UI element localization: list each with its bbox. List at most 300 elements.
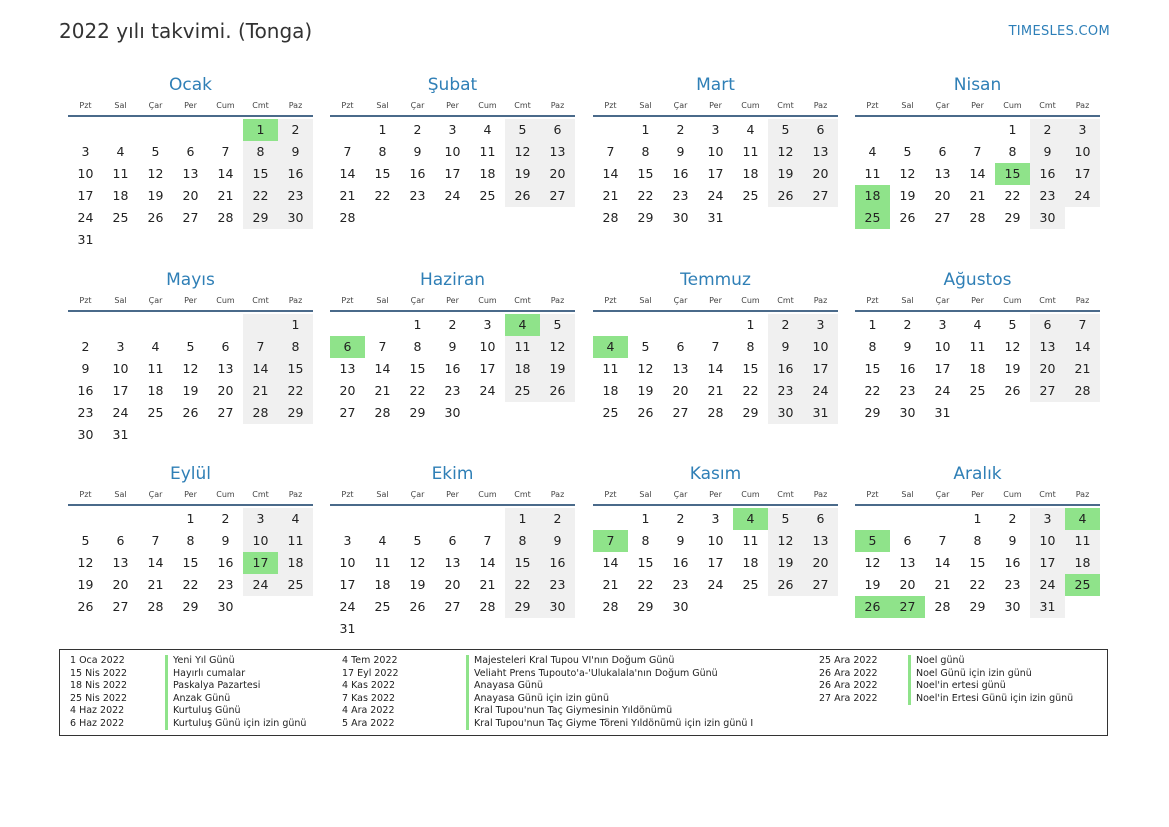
day-cell: 15 [505,552,540,574]
header-divider [593,310,838,312]
day-cell: 4 [278,508,313,530]
day-cell: 25 [742,188,759,203]
day-cell: 23 [409,188,426,203]
legend-date: 26 Ara 2022 [819,680,878,691]
day-cell: 13 [339,361,356,376]
day-cell: 29 [864,405,881,420]
day-cell: 14 [374,361,391,376]
day-cell: 9 [221,533,230,548]
day-cell: 31 [339,621,356,636]
day-cell: 21 [602,188,619,203]
day-cell: 2 [768,314,803,336]
day-cell: 30 [899,405,916,420]
day-cell: 18 [742,555,759,570]
day-cell: 28 [147,599,164,614]
holiday-day-cell: 25 [1065,574,1100,596]
header-divider [68,504,313,506]
day-cell: 16 [278,163,313,185]
day-cell: 22 [182,577,199,592]
month-block [855,74,1100,229]
month-name: Haziran [419,270,486,290]
day-cell: 8 [1008,144,1017,159]
empty-cell [173,314,208,336]
day-cell: 21 [243,380,278,402]
day-cell: 7 [243,336,278,358]
day-cell: 19 [864,577,881,592]
day-cell: 14 [934,555,951,570]
day-cell: 24 [1030,574,1065,596]
empty-cell [103,314,138,336]
legend-item [70,680,306,693]
day-cell: 25 [112,210,129,225]
day-cell: 29 [409,405,426,420]
day-cell: 9 [1030,141,1065,163]
weekday-label: Sal [901,490,914,499]
month-name: Aralık [953,464,1002,484]
empty-cell [365,618,400,640]
weekday-label: Cum [1003,101,1022,110]
weekday-label: Sal [114,101,127,110]
day-cell: 12 [768,530,803,552]
day-cell: 8 [278,336,313,358]
weekday-label: Çar [410,296,425,305]
days-grid [68,508,313,618]
day-cell: 17 [339,577,356,592]
weekday-label: Paz [288,101,303,110]
legend-item [342,668,753,681]
empty-cell [330,508,365,530]
legend-item [819,668,1073,681]
day-cell: 5 [903,144,912,159]
weekday-label: Pzt [604,101,617,110]
day-cell: 8 [641,533,650,548]
month-name: Kasım [689,464,742,484]
day-cell: 19 [77,577,94,592]
legend-column [819,655,1073,705]
day-cell: 21 [339,188,356,203]
holiday-day-cell: 17 [243,552,278,574]
day-cell: 22 [742,383,759,398]
day-cell: 29 [243,207,278,229]
day-cell: 24 [77,210,94,225]
day-cell: 25 [742,577,759,592]
day-cell: 22 [864,383,881,398]
weekday-label: Cum [1003,296,1022,305]
empty-cell [960,402,995,424]
weekday-label: Cmt [252,296,269,305]
empty-cell [243,229,278,251]
weekday-label: Paz [1075,490,1090,499]
day-cell: 6 [903,533,912,548]
day-cell: 11 [278,530,313,552]
day-cell: 1 [641,122,650,137]
day-cell: 8 [746,339,755,354]
legend-holiday-name: Yeni Yıl Günü [165,655,235,668]
day-cell: 20 [934,188,951,203]
day-cell: 21 [479,577,496,592]
day-cell: 23 [899,383,916,398]
empty-cell [470,618,505,640]
weekday-label: Cmt [1039,101,1056,110]
empty-cell [365,207,400,229]
day-cell: 20 [112,577,129,592]
weekday-label: Cmt [1039,490,1056,499]
legend-column [70,655,306,730]
weekday-label: Cum [478,101,497,110]
day-cell: 7 [711,339,720,354]
day-cell: 2 [676,122,685,137]
empty-cell [470,402,505,424]
empty-cell [540,618,575,640]
day-cell: 30 [672,210,689,225]
day-cell: 5 [505,119,540,141]
holiday-day-cell: 4 [733,508,768,530]
days-grid [68,119,313,251]
day-cell: 27 [1030,380,1065,402]
day-cell: 9 [676,533,685,548]
day-cell: 24 [707,577,724,592]
empty-cell [103,229,138,251]
day-cell: 1 [868,317,877,332]
day-cell: 4 [868,144,877,159]
day-cell: 15 [742,361,759,376]
day-cell: 24 [1065,185,1100,207]
day-cell: 5 [768,508,803,530]
day-cell: 20 [1030,358,1065,380]
day-cell: 3 [116,339,125,354]
weekday-header [330,292,575,310]
legend-holiday-name: Kurtuluş Günü için izin günü [165,718,306,731]
empty-cell [173,424,208,446]
day-cell: 7 [483,533,492,548]
weekday-label: Sal [114,490,127,499]
holiday-day-cell: 4 [1065,508,1100,530]
empty-cell [68,508,103,530]
day-cell: 12 [540,336,575,358]
header-divider [330,310,575,312]
day-cell: 1 [186,511,195,526]
day-cell: 7 [151,533,160,548]
legend-date: 4 Tem 2022 [342,655,398,666]
day-cell: 12 [768,141,803,163]
empty-cell [68,314,103,336]
day-cell: 8 [378,144,387,159]
day-cell: 29 [1004,210,1021,225]
day-cell: 5 [641,339,650,354]
empty-cell [925,508,960,530]
day-cell: 19 [637,383,654,398]
weekday-label: Per [709,490,722,499]
weekday-label: Cum [741,490,760,499]
weekday-label: Per [971,101,984,110]
day-cell: 1 [1008,122,1017,137]
day-cell: 10 [707,533,724,548]
weekday-label: Sal [376,490,389,499]
day-cell: 22 [243,185,278,207]
header-divider [593,504,838,506]
day-cell: 24 [803,380,838,402]
weekday-header [593,97,838,115]
legend-date: 27 Ara 2022 [819,692,878,704]
empty-cell [733,596,768,618]
day-cell: 1 [973,511,982,526]
day-cell: 19 [147,188,164,203]
empty-cell [855,119,890,141]
day-cell: 2 [413,122,422,137]
weekday-label: Sal [376,296,389,305]
day-cell: 31 [77,232,94,247]
day-cell: 1 [641,511,650,526]
empty-cell [243,314,278,336]
holiday-day-cell: 7 [593,530,628,552]
day-cell: 6 [938,144,947,159]
weekday-label: Pzt [866,296,879,305]
day-cell: 14 [969,166,986,181]
weekday-label: Cum [1003,490,1022,499]
day-cell: 15 [409,361,426,376]
day-cell: 22 [374,188,391,203]
day-cell: 22 [637,577,654,592]
empty-cell [768,207,803,229]
weekday-label: Paz [550,490,565,499]
weekday-header [330,97,575,115]
day-cell: 29 [278,402,313,424]
day-cell: 25 [147,405,164,420]
days-grid [330,119,575,229]
day-cell: 3 [243,508,278,530]
empty-cell [278,596,313,618]
weekday-header [855,97,1100,115]
day-cell: 25 [479,188,496,203]
day-cell: 31 [934,405,951,420]
weekday-label: Per [971,296,984,305]
month-name: Ocak [169,75,212,95]
legend-date: 5 Ara 2022 [342,717,395,729]
empty-cell [1065,207,1100,229]
weekday-label: Per [446,101,459,110]
weekday-label: Paz [813,296,828,305]
day-cell: 3 [448,122,457,137]
legend-holiday-name: Paskalya Pazartesi [165,680,260,693]
day-cell: 24 [444,188,461,203]
day-cell: 13 [217,361,234,376]
holiday-day-cell: 18 [855,185,890,207]
empty-cell [1030,402,1065,424]
day-cell: 21 [602,577,619,592]
day-cell: 15 [864,361,881,376]
month-name: Mayıs [166,270,215,290]
weekday-label: Çar [935,490,950,499]
empty-cell [138,314,173,336]
weekday-header [855,292,1100,310]
legend-holiday-name: Majesteleri Kral Tupou VI'nın Doğum Günü [466,655,674,668]
weekday-label: Cum [741,296,760,305]
header-divider [330,504,575,506]
day-cell: 10 [707,144,724,159]
weekday-label: Pzt [604,490,617,499]
day-cell: 17 [707,166,724,181]
day-cell: 20 [672,383,689,398]
weekday-label: Pzt [341,490,354,499]
day-cell: 16 [1004,555,1021,570]
day-cell: 29 [969,599,986,614]
day-cell: 12 [182,361,199,376]
legend-item [819,680,1073,693]
legend-date: 17 Eyl 2022 [342,667,399,679]
day-cell: 21 [934,577,951,592]
legend-item [342,680,753,693]
day-cell: 3 [711,122,720,137]
day-cell: 28 [479,599,496,614]
day-cell: 31 [112,427,129,442]
legend-item [342,655,753,668]
day-cell: 12 [409,555,426,570]
weekday-label: Cmt [252,101,269,110]
empty-cell [68,119,103,141]
day-cell: 12 [505,141,540,163]
weekday-label: Cmt [1039,296,1056,305]
day-cell: 2 [903,317,912,332]
weekday-label: Sal [639,101,652,110]
day-cell: 3 [483,317,492,332]
brand-link[interactable]: TIMESLES.COM [1008,24,1110,39]
day-cell: 27 [112,599,129,614]
day-cell: 23 [278,185,313,207]
day-cell: 2 [1008,511,1017,526]
day-cell: 22 [505,574,540,596]
day-cell: 5 [81,533,90,548]
day-cell: 26 [505,185,540,207]
weekday-label: Çar [410,490,425,499]
weekday-label: Per [184,490,197,499]
page-title: 2022 yılı takvimi. (Tonga) [59,19,313,43]
day-cell: 17 [1065,163,1100,185]
day-cell: 24 [707,188,724,203]
month-name: Temmuz [680,270,751,290]
empty-cell [1065,402,1100,424]
day-cell: 9 [903,339,912,354]
day-cell: 17 [112,383,129,398]
month-block [68,463,313,618]
day-cell: 17 [934,361,951,376]
empty-cell [540,402,575,424]
day-cell: 19 [899,188,916,203]
day-cell: 2 [278,119,313,141]
day-cell: 12 [864,555,881,570]
day-cell: 23 [672,577,689,592]
empty-cell [138,229,173,251]
day-cell: 26 [147,210,164,225]
day-cell: 10 [479,339,496,354]
day-cell: 5 [1008,317,1017,332]
legend-date: 4 Haz 2022 [70,705,125,716]
empty-cell [698,596,733,618]
legend-holiday-name: Kral Tupou'nun Taç Giyme Töreni Yıldönümü için izin günü I [466,718,753,731]
day-cell: 24 [339,599,356,614]
day-cell: 11 [112,166,129,181]
holiday-day-cell: 27 [890,596,925,618]
day-cell: 19 [768,552,803,574]
empty-cell [925,119,960,141]
legend-holiday-name: Hayırlı cumalar [165,668,245,681]
day-cell: 20 [339,383,356,398]
day-cell: 7 [938,533,947,548]
weekday-label: Cmt [777,101,794,110]
empty-cell [890,119,925,141]
day-cell: 15 [243,163,278,185]
day-cell: 15 [182,555,199,570]
day-cell: 5 [186,339,195,354]
day-cell: 26 [768,185,803,207]
day-cell: 5 [413,533,422,548]
day-cell: 17 [77,188,94,203]
day-cell: 22 [969,577,986,592]
empty-cell [768,596,803,618]
day-cell: 16 [540,552,575,574]
month-block [68,74,313,251]
day-cell: 8 [973,533,982,548]
empty-cell [330,119,365,141]
day-cell: 17 [707,555,724,570]
day-cell: 25 [969,383,986,398]
day-cell: 20 [444,577,461,592]
month-name: Eylül [169,464,212,484]
day-cell: 26 [540,380,575,402]
day-cell: 28 [602,599,619,614]
legend-holiday-name: Anayasa Günü için izin günü [466,693,609,706]
empty-cell [628,314,663,336]
day-cell: 9 [768,336,803,358]
legend-holiday-name: Noel'in ertesi günü [908,680,1006,693]
legend-date: 4 Ara 2022 [342,705,395,716]
day-cell: 11 [742,144,759,159]
empty-cell [400,508,435,530]
weekday-label: Per [184,296,197,305]
legend-item [70,655,306,668]
holiday-day-cell: 4 [505,314,540,336]
holiday-legend [59,649,1108,736]
day-cell: 4 [378,533,387,548]
day-cell: 6 [221,339,230,354]
header-divider [855,115,1100,117]
day-cell: 3 [1030,508,1065,530]
day-cell: 9 [278,141,313,163]
day-cell: 6 [116,533,125,548]
weekday-label: Çar [148,101,163,110]
weekday-label: Paz [1075,296,1090,305]
day-cell: 4 [746,122,755,137]
day-cell: 19 [1004,361,1021,376]
empty-cell [593,314,628,336]
day-cell: 3 [1065,119,1100,141]
day-cell: 15 [278,358,313,380]
legend-date: 7 Kas 2022 [342,692,396,704]
weekday-label: Paz [813,490,828,499]
day-cell: 14 [1065,336,1100,358]
day-cell: 8 [868,339,877,354]
day-cell: 18 [374,577,391,592]
day-cell: 11 [505,336,540,358]
day-cell: 13 [803,141,838,163]
day-cell: 30 [444,405,461,420]
day-cell: 18 [602,383,619,398]
day-cell: 28 [969,210,986,225]
weekday-label: Cum [478,296,497,305]
empty-cell [505,207,540,229]
month-name: Ekim [431,464,474,484]
empty-cell [138,424,173,446]
legend-date: 15 Nis 2022 [70,667,127,679]
